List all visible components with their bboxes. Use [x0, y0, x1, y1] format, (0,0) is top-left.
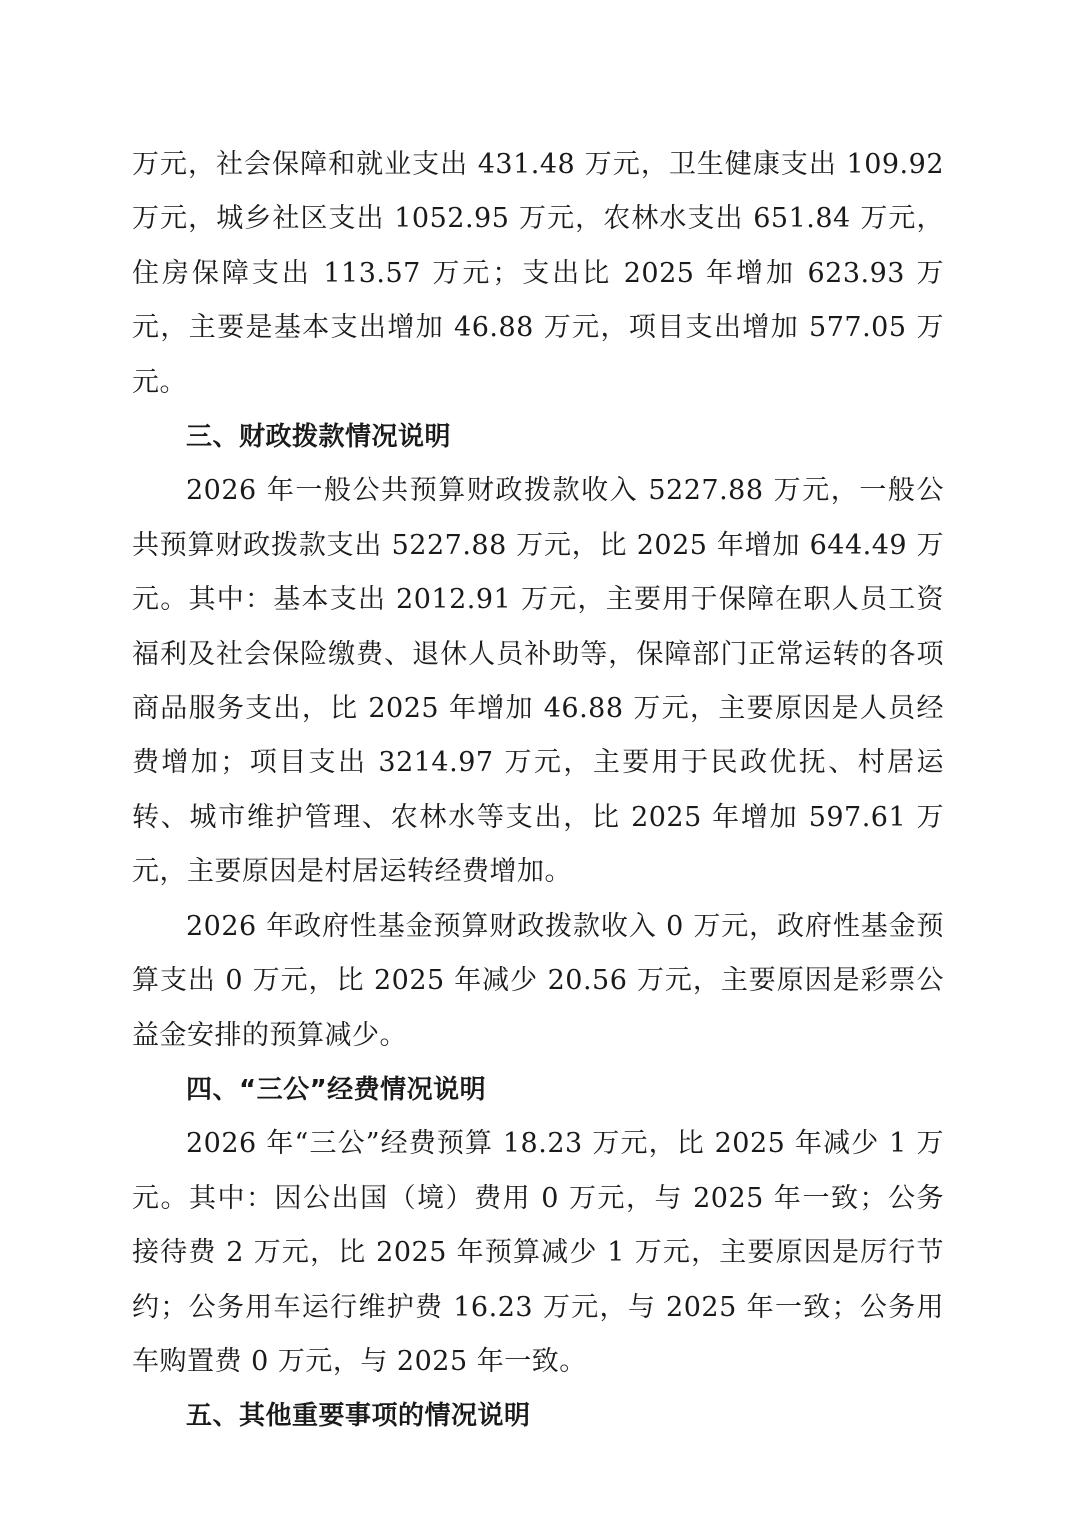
paragraph-continued-expenditure: 万元，社会保障和就业支出 431.48 万元，卫生健康支出 109.92 万元，城乡社区支出 1052.95 万元，农林水支出 651.84 万元，住房保障支出 113.57 万元；支出比 2025 年增加 623.93 万元，主要是基本支出增加 46.88 万元，项目支出增加 577.05 万元。 — [132, 149, 944, 398]
paragraph-three-public-expenses: 2026 年“三公”经费预算 18.23 万元，比 2025 年减少 1 万元。其中：因公出国（境）费用 0 万元，与 2025 年一致；公务接待费 2 万元，比 2025 年预算减少 1 万元，主要原因是厉行节约；公务用车运行维护费 16.23 万元，与 2025 年一致；公务用车购置费 0 万元，与 2025 年一致。 — [132, 1128, 944, 1377]
section-heading-fiscal-appropriation: 三、财政拨款情况说明 — [186, 422, 452, 453]
paragraph-government-fund: 2026 年政府性基金预算财政拨款收入 0 万元，政府性基金预算支出 0 万元，比 2025 年减少 20.56 万元，主要原因是彩票公益金安排的预算减少。 — [132, 910, 944, 1051]
section-heading-three-public-expenses: 四、“三公”经费情况说明 — [186, 1074, 487, 1105]
section-heading-other-matters: 五、其他重要事项的情况说明 — [186, 1401, 531, 1432]
paragraph-general-budget: 2026 年一般公共预算财政拨款收入 5227.88 万元，一般公共预算财政拨款支出 5227.88 万元，比 2025 年增加 644.49 万元。其中：基本支出 2012.91 万元，主要用于保障在职人员工资福利及社会保险缴费、退休人员补助等，保障部门正常运转的各项商品服务支出，比 2025 年增加 46.88 万元，主要原因是人员经费增加；项目支出 3214.97 万元，主要用于民政优抚、村居运转、城市维护管理、农林水等支出，比 2025 年增加 597.61 万元，主要原因是村居运转经费增加。 — [132, 475, 944, 888]
document-page — [132, 138, 944, 1444]
